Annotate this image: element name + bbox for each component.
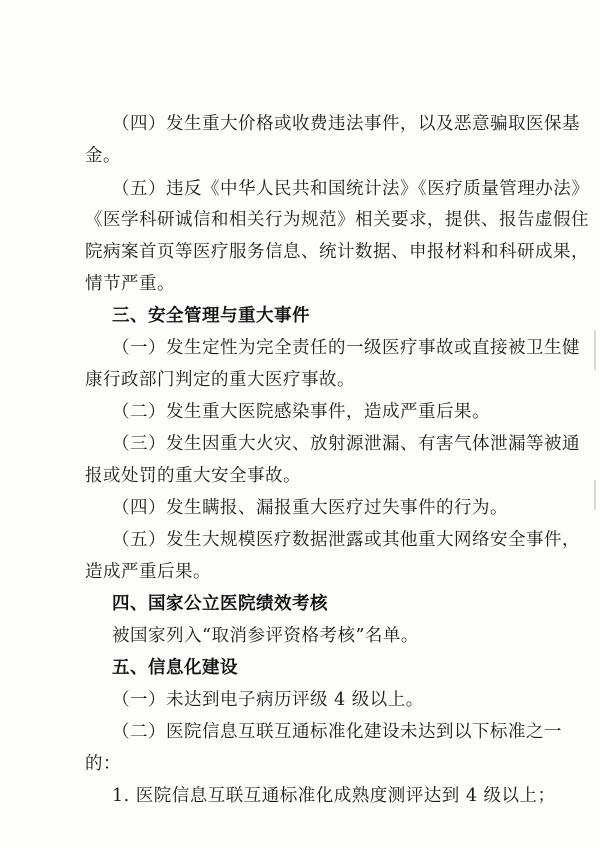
scan-edge-mark [594, 480, 596, 510]
paragraph-line: （三）发生因重大火灾、放射源泄漏、有害气体泄漏等被通 [112, 434, 580, 454]
paragraph-line: 造成严重后果。 [85, 562, 211, 582]
paragraph-line: （五）违反《中华人民共和国统计法》《医疗质量管理办法》 [112, 179, 590, 199]
paragraph-line: 的： [85, 754, 121, 774]
paragraph-line: 被国家列入“取消参评资格考核”名单。 [112, 626, 419, 646]
section-heading: 三、安全管理与重大事件 [112, 306, 310, 326]
paragraph-line: 情节严重。 [85, 274, 175, 294]
paragraph-line: （二）发生重大医院感染事件，造成严重后果。 [112, 402, 490, 422]
section-heading: 五、信息化建设 [112, 658, 238, 678]
paragraph-line: （一）发生定性为完全责任的一级医疗事故或直接被卫生健 [112, 338, 580, 358]
paragraph-line: 院病案首页等医疗服务信息、统计数据、申报材料和科研成果， [85, 242, 589, 262]
paragraph-line: （一）未达到电子病历评级 4 级以上。 [112, 690, 424, 710]
paragraph-line: （四）发生瞒报、漏报重大医疗过失事件的行为。 [112, 498, 508, 518]
paragraph-line: 《医学科研诚信和相关行为规范》相关要求，提供、报告虚假住 [85, 210, 589, 230]
paragraph-line: （四）发生重大价格或收费违法事件，以及恶意骗取医保基 [112, 114, 580, 134]
paragraph-line: 1. 医院信息互联互通标准化成熟度测评达到 4 级以上； [112, 786, 556, 806]
scan-edge-mark [594, 330, 596, 370]
paragraph-line: （五）发生大规模医疗数据泄露或其他重大网络安全事件， [112, 530, 580, 550]
paragraph-line: 报或处罚的重大安全事故。 [85, 466, 301, 486]
paragraph-line: 金。 [85, 146, 121, 166]
paragraph-line: 康行政部门判定的重大医疗事故。 [85, 370, 355, 390]
paragraph-line: （二）医院信息互联互通标准化建设未达到以下标准之一 [112, 722, 562, 742]
section-heading: 四、国家公立医院绩效考核 [112, 594, 328, 614]
